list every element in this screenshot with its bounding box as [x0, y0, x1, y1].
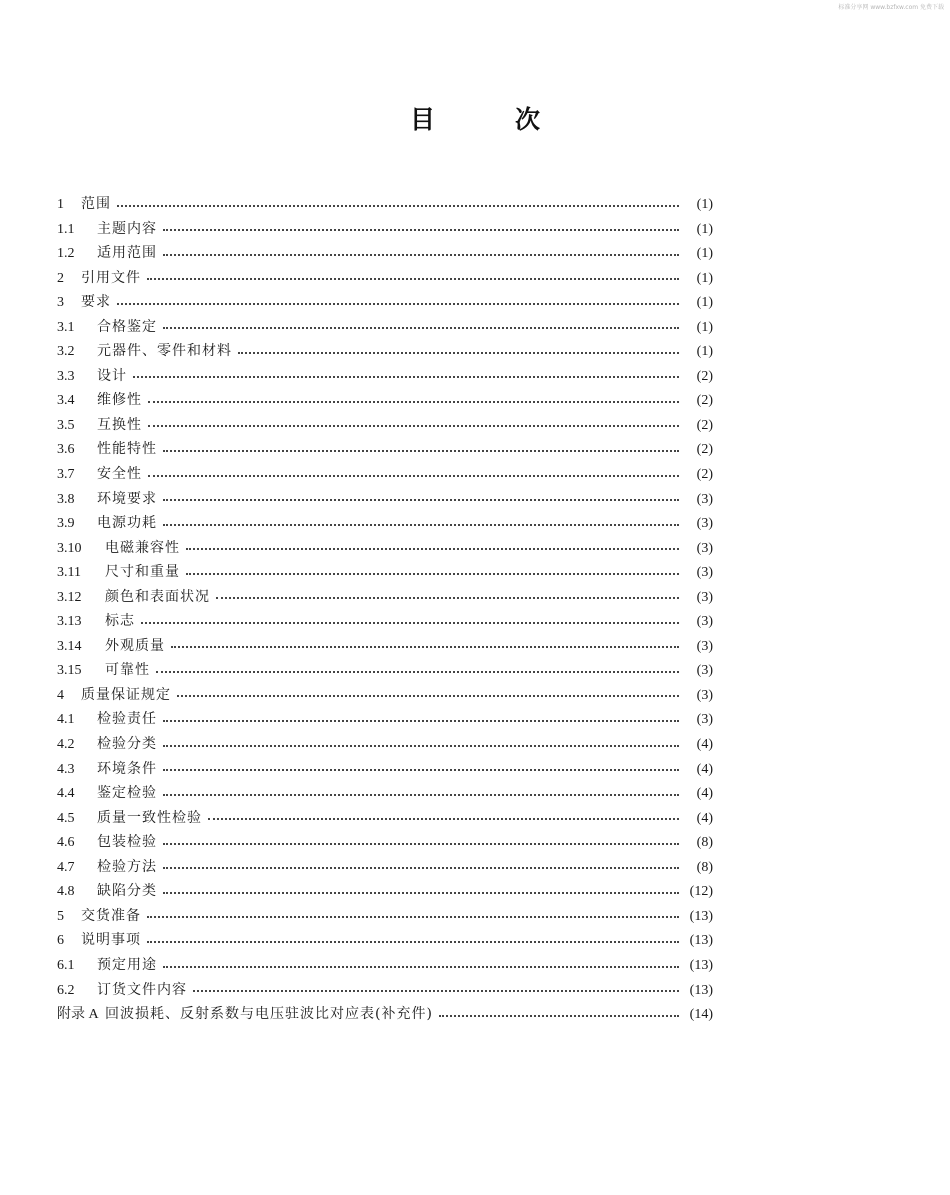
toc-entry-label: 质量一致性检验 — [97, 809, 202, 826]
toc-entry-page: (2) — [696, 417, 713, 433]
toc-dot-leader — [163, 450, 679, 452]
toc-dot-leader — [163, 892, 679, 894]
toc-dot-leader — [163, 720, 679, 722]
toc-entry[interactable] — [57, 953, 713, 978]
toc-entry[interactable] — [57, 658, 713, 683]
toc-dot-leader — [163, 769, 679, 771]
toc-entry-label: 可靠性 — [105, 662, 150, 679]
toc-dot-leader — [171, 646, 679, 648]
toc-dot-leader — [147, 278, 679, 280]
toc-entry-label: 元器件、零件和材料 — [97, 343, 232, 360]
toc-entry[interactable] — [57, 364, 713, 389]
toc-entry-page: (1) — [696, 270, 713, 286]
toc-entry[interactable] — [57, 290, 713, 315]
toc-dot-leader — [117, 303, 679, 305]
toc-entry[interactable] — [57, 806, 713, 831]
toc-dot-leader — [163, 745, 679, 747]
title-char-2: 次 — [515, 105, 541, 134]
toc-entry[interactable] — [57, 511, 713, 536]
toc-entry-page: (1) — [696, 197, 713, 212]
toc-entry-number: 3.2 — [57, 344, 75, 360]
toc-entry-label: 互换性 — [97, 416, 142, 433]
toc-dot-leader — [163, 843, 679, 845]
toc-entry-label: 引用文件 — [81, 269, 141, 286]
toc-entry-label: 维修性 — [97, 392, 142, 409]
toc-entry[interactable] — [57, 904, 713, 929]
toc-entry-label: 适用范围 — [97, 245, 157, 262]
toc-entry-number: 3.9 — [57, 516, 75, 532]
toc-entry-label: 检验分类 — [97, 736, 157, 753]
toc-entry-number: 3.10 — [57, 540, 82, 556]
toc-entry-page: (1) — [696, 221, 713, 237]
toc-entry[interactable] — [57, 241, 713, 266]
toc-entry[interactable] — [57, 462, 713, 487]
toc-entry-page: (3) — [696, 516, 713, 532]
toc-entry-label: 包装检验 — [97, 834, 157, 851]
toc-entry-page: (4) — [696, 786, 713, 802]
toc-entry-label: 外观质量 — [105, 637, 165, 654]
toc-entry-number: 3.14 — [57, 638, 82, 654]
toc-entry[interactable] — [57, 413, 713, 438]
toc-dot-leader — [147, 916, 679, 918]
toc-entry-label: 环境要求 — [97, 490, 157, 507]
toc-dot-leader — [156, 671, 679, 673]
toc-entry-page: (2) — [696, 393, 713, 409]
toc-dot-leader — [163, 966, 679, 968]
title-char-1: 目 — [409, 105, 435, 134]
toc-entry-label: 标志 — [105, 613, 135, 630]
toc-dot-leader — [208, 818, 679, 820]
toc-entry-page: (3) — [696, 663, 713, 679]
toc-entry-number: 4.2 — [57, 737, 75, 753]
toc-entry[interactable] — [57, 266, 713, 291]
toc-entry-page: (13) — [689, 957, 713, 973]
toc-entry-label: 检验方法 — [97, 858, 157, 875]
toc-entry-label: 电磁兼容性 — [105, 539, 180, 556]
toc-entry[interactable] — [57, 487, 713, 512]
toc-entry-number: 3.4 — [57, 393, 75, 409]
toc-entry-number: 4.3 — [57, 761, 75, 777]
toc-entry-number: 6 — [57, 933, 64, 949]
toc-entry-page: (2) — [696, 442, 713, 458]
toc-entry[interactable] — [57, 978, 713, 1003]
toc-dot-leader — [163, 327, 679, 329]
toc-dot-leader — [163, 499, 679, 501]
toc-entry-page: (3) — [696, 589, 713, 605]
toc-entry-number: 4.4 — [57, 786, 75, 802]
toc-entry-label: 电源功耗 — [97, 515, 157, 532]
toc-entry-number: 1 — [57, 197, 64, 212]
toc-entry-number: 2 — [57, 270, 64, 286]
toc-dot-leader — [163, 524, 679, 526]
toc-entry-label: 回波损耗、反射系数与电压驻波比对应表(补充件) — [105, 1006, 433, 1023]
toc-entry-page: (4) — [696, 810, 713, 826]
toc-entry-number: 3.6 — [57, 442, 75, 458]
toc-entry-number: 3.5 — [57, 417, 75, 433]
toc-entry-page: (2) — [696, 368, 713, 384]
toc-entry-label: 检验责任 — [97, 711, 157, 728]
toc-entry-number: 3.13 — [57, 614, 82, 630]
toc-entry-label: 颜色和表面状况 — [105, 588, 210, 605]
toc-entry-number: 3.12 — [57, 589, 82, 605]
toc-dot-leader — [439, 1015, 679, 1017]
toc-dot-leader — [186, 573, 679, 575]
toc-entry-number: 3.7 — [57, 467, 75, 483]
toc-dot-leader — [163, 867, 679, 869]
toc-entry-label: 鉴定检验 — [97, 785, 157, 802]
toc-entry-number: 6.1 — [57, 957, 75, 973]
toc-entry-label: 尺寸和重量 — [105, 564, 180, 581]
toc-dot-leader — [163, 254, 679, 256]
toc-dot-leader — [186, 548, 679, 550]
toc-entry[interactable] — [57, 536, 713, 561]
toc-entry[interactable] — [57, 585, 713, 610]
toc-entry[interactable] — [57, 928, 713, 953]
toc-dot-leader — [177, 695, 679, 697]
toc-entry-number: 3.3 — [57, 368, 75, 384]
toc-entry-number: 4.8 — [57, 884, 75, 900]
toc-entry-label: 交货准备 — [81, 907, 141, 924]
toc-entry-page: (1) — [696, 246, 713, 262]
toc-entry-page: (3) — [696, 638, 713, 654]
toc-entry[interactable] — [57, 315, 713, 340]
toc-entry[interactable] — [57, 339, 713, 364]
toc-entry[interactable] — [57, 683, 713, 708]
toc-entry-label: 安全性 — [97, 466, 142, 483]
toc-entry[interactable] — [57, 757, 713, 782]
toc-entry-number: 6.2 — [57, 982, 75, 998]
toc-entry[interactable] — [57, 437, 713, 462]
toc-entry[interactable] — [57, 217, 713, 242]
toc-entry-page: (8) — [696, 835, 713, 851]
toc-entry-number: 1.2 — [57, 246, 75, 262]
toc-entry-page: (8) — [696, 859, 713, 875]
toc-entry[interactable] — [57, 855, 713, 880]
toc-entry-label: 预定用途 — [97, 956, 157, 973]
toc-entry-page: (3) — [696, 565, 713, 581]
toc-entry-label: 环境条件 — [97, 760, 157, 777]
toc-entry-number: 3.11 — [57, 565, 81, 581]
toc-dot-leader — [141, 622, 679, 624]
toc-entry-page: (1) — [696, 319, 713, 335]
toc-entry[interactable] — [57, 634, 713, 659]
toc-entry-page: (13) — [689, 982, 713, 998]
toc-entry-label: 性能特性 — [97, 441, 157, 458]
toc-entry-page: (3) — [696, 614, 713, 630]
toc-entry-page: (4) — [696, 761, 713, 777]
toc-entry[interactable] — [57, 560, 713, 585]
toc-entry-page: (4) — [696, 737, 713, 753]
toc-entry-page: (1) — [696, 344, 713, 360]
toc-entry[interactable] — [57, 707, 713, 732]
toc-entry-label: 要求 — [81, 294, 111, 311]
toc-dot-leader — [148, 475, 679, 477]
toc-entry-label: 缺陷分类 — [97, 883, 157, 900]
toc-entry-number: 4.1 — [57, 712, 75, 728]
toc-entry-label: 主题内容 — [97, 220, 157, 237]
toc-entry[interactable] — [57, 609, 713, 634]
toc-dot-leader — [216, 597, 679, 599]
toc-entry-number: 4.7 — [57, 859, 75, 875]
toc-entry-number: 5 — [57, 908, 64, 924]
toc-entry-number: 3.8 — [57, 491, 75, 507]
toc-dot-leader — [133, 376, 679, 378]
toc-entry-page: (3) — [696, 687, 713, 703]
toc-dot-leader — [148, 425, 679, 427]
toc-dot-leader — [163, 794, 679, 796]
toc-dot-leader — [238, 352, 679, 354]
toc-entry-number: 3.1 — [57, 319, 75, 335]
toc-entry-label: 设计 — [97, 367, 127, 384]
toc-dot-leader — [147, 941, 679, 943]
toc-entry-label: 质量保证规定 — [81, 686, 171, 703]
toc-entry-page: (1) — [696, 295, 713, 311]
toc-entry-number: 4.6 — [57, 835, 75, 851]
toc-entry[interactable] — [57, 830, 713, 855]
toc-entry-page: (2) — [696, 467, 713, 483]
toc-entry-number: 3 — [57, 295, 64, 311]
watermark-text: 标准分享网 www.bzfxw.com 免费下载 — [838, 4, 944, 11]
toc-entry-label: 订货文件内容 — [97, 981, 187, 998]
toc-entry-number: 4.5 — [57, 810, 75, 826]
toc-entry[interactable] — [57, 732, 713, 757]
toc-entry[interactable] — [57, 1002, 713, 1027]
page-title — [0, 100, 950, 136]
toc-entry[interactable] — [57, 879, 713, 904]
toc-dot-leader — [193, 990, 679, 992]
table-of-contents — [57, 192, 713, 1027]
toc-dot-leader — [148, 401, 679, 403]
toc-entry-label: 合格鉴定 — [97, 318, 157, 335]
toc-entry-number: 3.15 — [57, 663, 82, 679]
toc-dot-leader — [163, 229, 679, 231]
toc-entry-page: (12) — [689, 884, 713, 900]
toc-entry-page: (13) — [689, 908, 713, 924]
toc-entry[interactable] — [57, 192, 713, 217]
toc-entry[interactable] — [57, 388, 713, 413]
toc-entry-label: 范围 — [81, 196, 111, 212]
toc-dot-leader — [117, 205, 679, 207]
toc-entry-number: 4 — [57, 687, 64, 703]
toc-entry-number: 1.1 — [57, 221, 75, 237]
toc-entry-page: (3) — [696, 540, 713, 556]
toc-entry-page: (3) — [696, 491, 713, 507]
toc-entry[interactable] — [57, 781, 713, 806]
toc-entry-number: 附录 A — [57, 1007, 99, 1023]
toc-entry-page: (14) — [689, 1007, 713, 1023]
toc-entry-label: 说明事项 — [81, 932, 141, 949]
toc-entry-page: (3) — [696, 712, 713, 728]
toc-entry-page: (13) — [689, 933, 713, 949]
